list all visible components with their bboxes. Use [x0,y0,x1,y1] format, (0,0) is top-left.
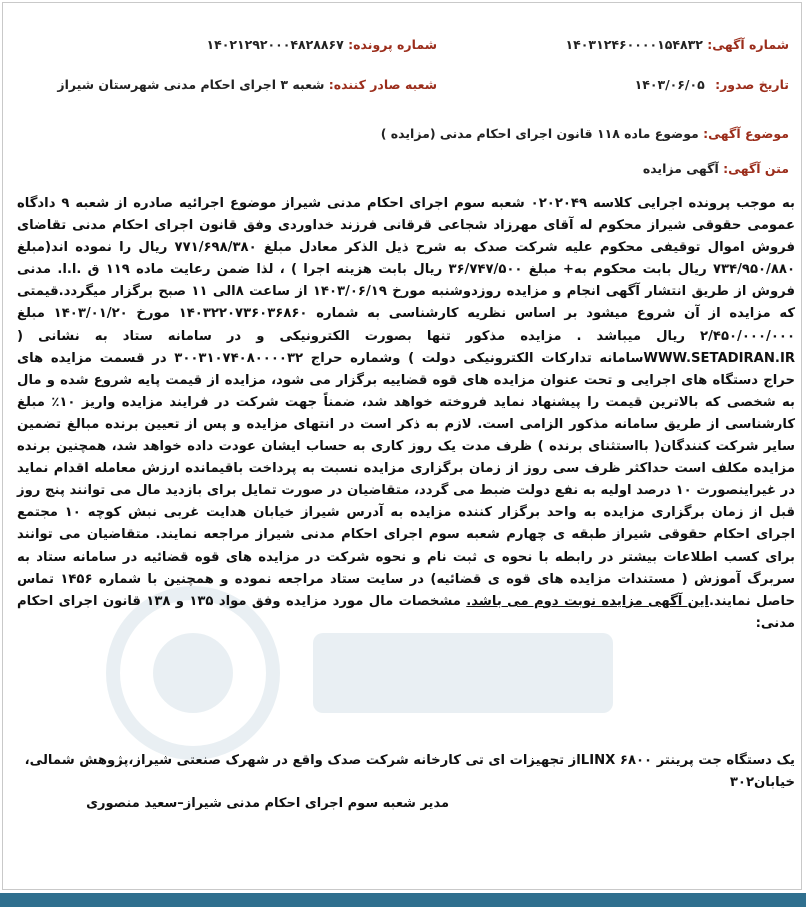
item-post: از تجهیزات ای تی کارخانه شرکت صدک واقع در شهرک صنعتی شیراز،پژوهش شمالی، خیابان۳۰۲ [24,753,795,790]
issuer-row [57,77,437,92]
notice-number-row [566,37,789,52]
case-number-row [206,37,437,52]
subject-label: موضوع آگهی: [703,126,789,141]
issue-date-row [635,77,789,92]
text-title-row [643,161,789,176]
notice-number-value: ۱۴۰۳۱۲۴۶۰۰۰۰۱۵۴۸۳۲ [565,37,703,52]
subject-row [381,126,789,141]
issuer-value: شعبه ۳ اجرای احکام مدنی شهرستان شیراز [57,77,325,92]
second-round-note: این آگهی مزایده نوبت دوم می باشد. [466,593,709,609]
notice-number-label: شماره آگهی: [707,37,789,52]
text-label: متن آگهی: [723,161,789,176]
issue-date-label: تاریخ صدور: [715,77,789,92]
issuer-label: شعبه صادر کننده: [328,77,437,92]
notice-body [17,193,795,635]
bottom-bar [0,893,806,907]
body-part-1: به موجب پرونده اجرایی کلاسه ۰۲۰۲۰۴۹ شعبه سوم اجرای احکام مدنی شیراز موضوع اجرائیه صادره از شعبه ۹ دادگاه عمومی حقوقی شیراز محکوم له آقای مهرزاد شجاعی قرقانی فرزند خداوردی وفق قانون اجرای احکام مدنی تقاضای فروش اموال توقیفی محکوم علیه شرکت صدک به شرح ذیل الذکر معادل مبلغ ۷۷۱/۶۹۸/۳۸۰ ریال را نموده اند(مبلغ ۷۳۴/۹۵۰/۸۸۰ ریال بابت محکوم به+ مبلغ ۳۶/۷۴۷/۵۰۰ ریال بابت هزینه اجرا ) ، لذا ضمن رعایت ماده ۱۱۹ ق .ا.ا. مدنی فروش از طریق انتشار آگهی انجام و مزایده روزدوشنبه مورخ ۱۴۰۳/۰۶/۱۹ از ساعت ۸الی ۱۱ صبح برگزار میگردد.قیمتی که مزایده از آن شروع میشود بر اساس نظریه کارشناسی به شماره ۱۴۰۳۲۲۰۷۳۶۰۳۶۸۶۰ مورخ ۱۴۰۳/۰۱/۲۰ مبلغ ۲/۴۵۰/۰۰۰/۰۰۰ ریال میباشد . مزایده مذکور تنها بصورت الکترونیکی و در سامانه ستاد به نشانی ( [17,196,796,344]
subject-value: موضوع ماده ۱۱۸ قانون اجرای احکام مدنی (مزایده ) [380,126,699,141]
case-number-label: شماره پرونده: [348,37,437,52]
setad-url: WWW.SETADIRAN.IR [643,350,795,366]
body-part-3: مشخصات مال مورد مزایده وفق مواد ۱۳۵ و ۱۳۸ قانون اجرای احکام مدنی: [17,593,795,631]
text-value: آگهی مزایده [642,161,719,176]
item-pre: یک دستگاه جت پرینتر ۶۸۰۰ [615,753,795,768]
signature: مدیر شعبه سوم اجرای احکام مدنی شیراز–سعید منصوری [86,796,449,811]
issue-date-value: ۱۴۰۳/۰۶/۰۵ [634,77,705,92]
case-number-value: ۱۴۰۲۱۲۹۲۰۰۰۴۸۲۸۸۶۷ [206,37,344,52]
body-part-2: سامانه تدارکات الکترونیکی دولت ) وشماره حراج ۳۰۰۳۱۰۷۴۰۸۰۰۰۰۳۲ در قسمت مزایده های حراج دستگاه های اجرایی و تحت عنوان مزایده های قوه قضاییه برگزار می شود، مزایده از قیمت پایه شروع شده و مال به شخصی که بالاترین قیمت را پیشنهاد نماید فروخته خواهد شد، ضمناً جهت شرکت در فرایند مزایده واریز ۱۰٪ مبلغ کارشناسی از طریق سامانه مذکور الزامی است. لازم به ذکر است در انتهای مزایده و پس از تعیین برنده مبالغ تضمین سایر شرکت کنندگان( بااستثنای برنده ) ظرف مدت یک روز کاری به حساب ایشان عودت داده خواهد شد، همچنین برنده مزایده مکلف است حداکثر ظرف سی روز از زمان برگزاری مزایده نسبت به پرداخت باقیمانده ارزش معامله اقدام نماید در غیراینصورت ۱۰ درصد اولیه به نفع دولت ضبط می گردد، متقاضیان در صورت تمایل برای بازدید مال می توانند پنج روز قبل از زمان برگزاری مزایده به واحد برگزار کننده مزایده به آدرس شیراز خیابان هدایت غربی نبش کوچه ۱۰ مجتمع اجرای احکام حقوقی شیراز طبقه ی چهارم شعبه سوم اجرای احکام مدنی شیراز مراجعه نمایند. متقاضیان می توانند برای کسب اطلاعات بیشتر در رابطه با نحوه ی ثبت نام و نحوه شرکت در مزایده های قوه قضائیه در سامانه ستاد به سربرگ آموزش ( مستندات مزایده های قوه ی قضائیه) در سایت ستاد مراجعه نموده و همچنین با شماره ۱۴۵۶ تماس حاصل نمایند. [17,350,796,609]
item-model: LINX [580,753,616,768]
notice-frame [2,2,802,890]
auction-item [17,750,795,794]
